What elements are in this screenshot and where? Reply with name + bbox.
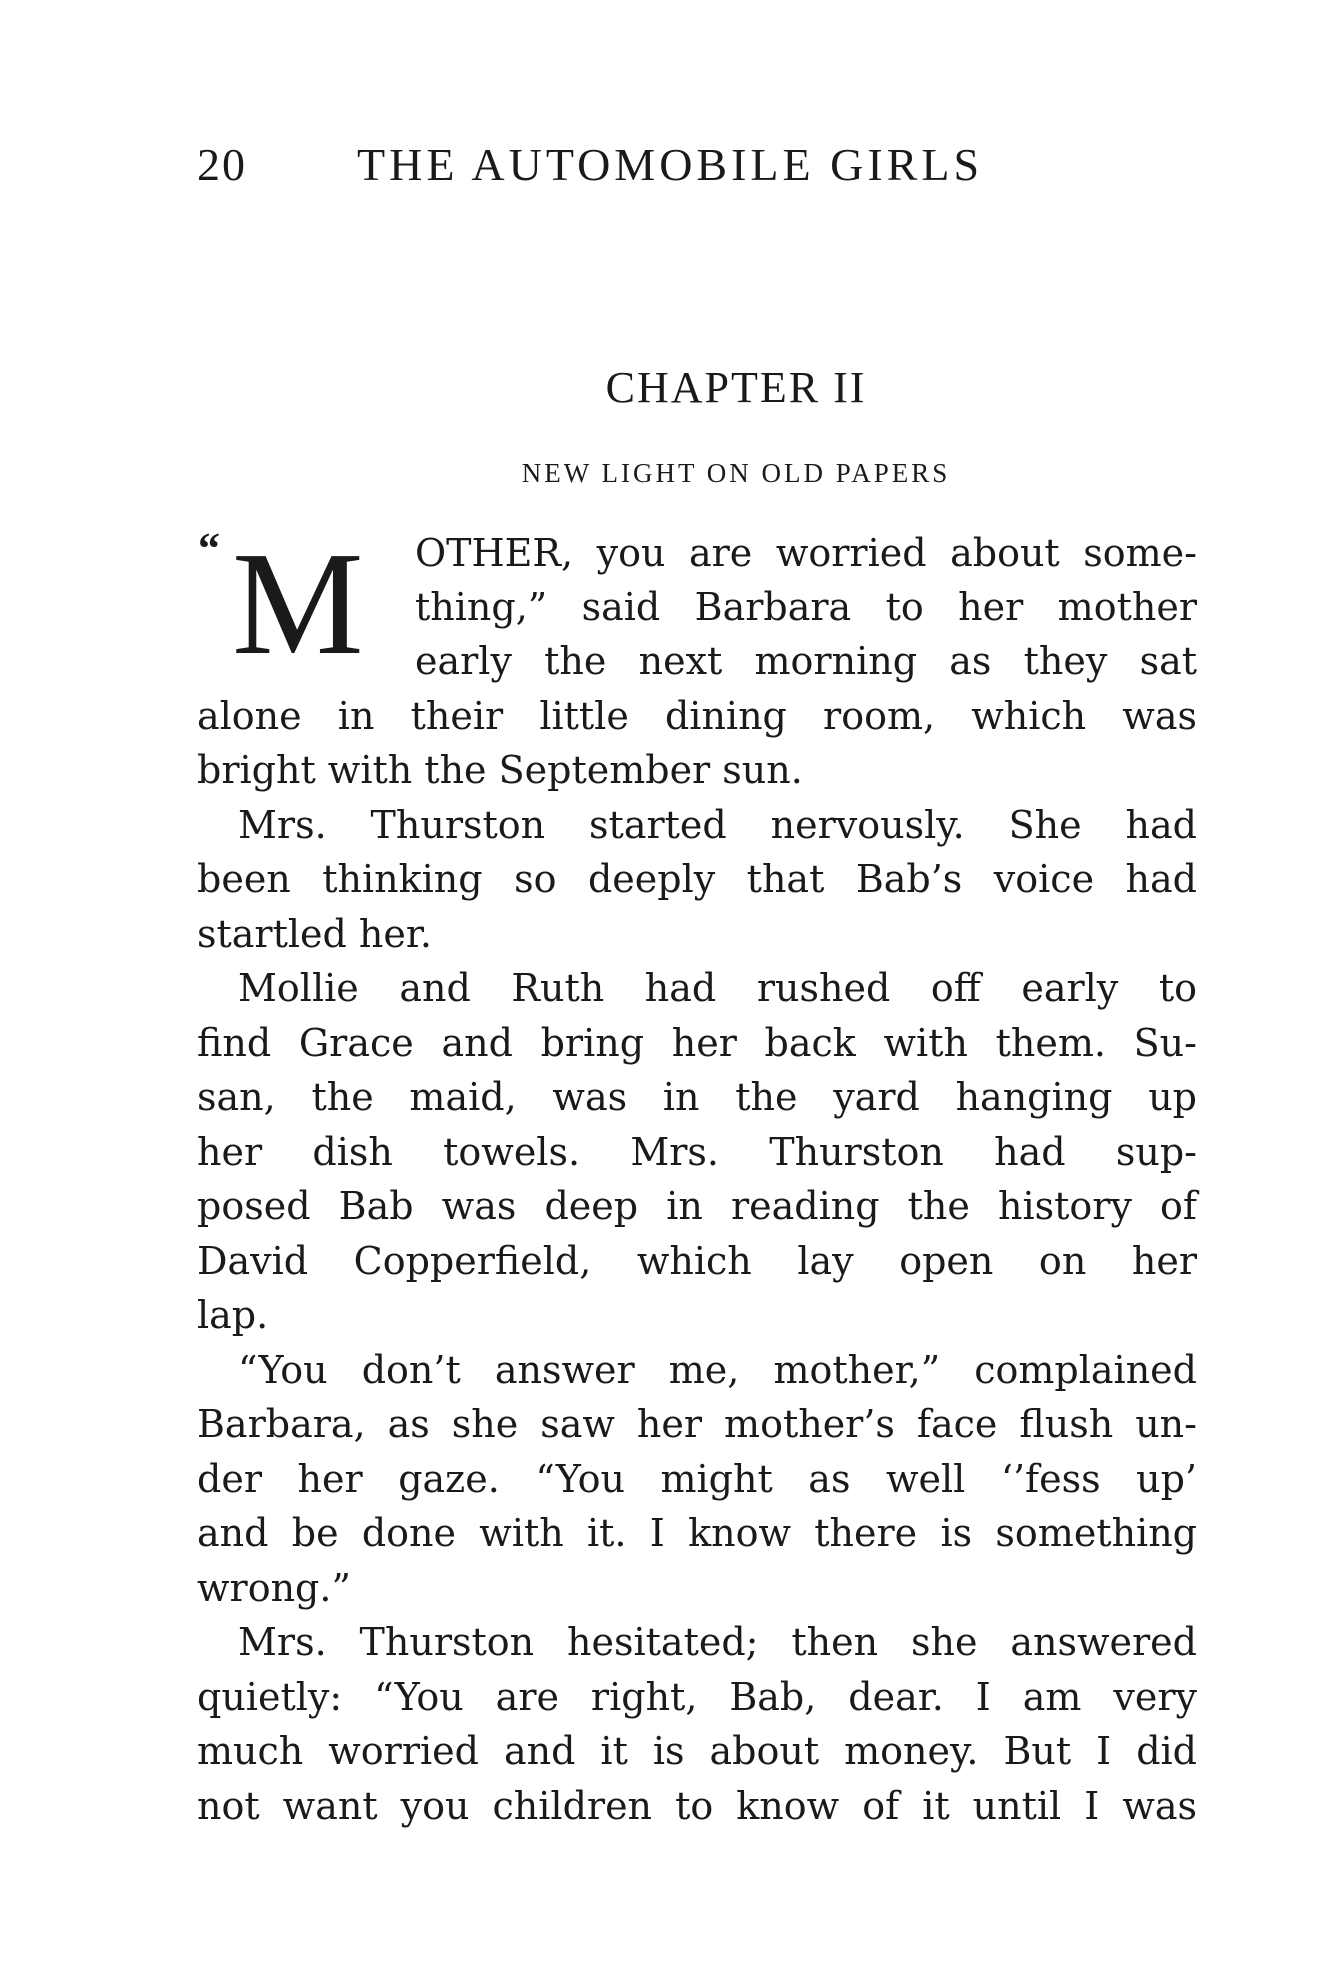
text-line: san, the maid, was in the yard hanging up: [197, 1075, 1197, 1119]
text-line: wrong.”: [197, 1566, 351, 1610]
dropcap-open-quote: “: [198, 524, 220, 573]
text-line: been thinking so deeply that Bab’s voice had: [197, 857, 1197, 901]
text-line: Mrs. Thurston started nervously. She had: [238, 803, 1197, 847]
text-line: “You don’t answer me, mother,” complained: [238, 1348, 1197, 1392]
running-head: [197, 138, 1047, 198]
chapter-subtitle: NEW LIGHT ON OLD PAPERS: [521, 458, 951, 488]
chapter-heading: CHAPTER II: [605, 363, 867, 412]
text-line: early the next morning as they sat: [415, 639, 1197, 683]
text-line: thing,” said Barbara to her mother: [415, 585, 1197, 629]
text-line: and be done with it. I know there is something: [197, 1511, 1197, 1555]
text-line: not want you children to know of it until I was: [197, 1784, 1197, 1828]
text-line: David Copperfield, which lay open on her: [197, 1239, 1197, 1283]
book-title: THE AUTOMOBILE GIRLS: [357, 139, 984, 190]
text-line: der her gaze. “You might as well ‘’fess up’: [197, 1457, 1197, 1501]
text-line: her dish towels. Mrs. Thurston had sup-: [197, 1130, 1197, 1174]
text-line: posed Bab was deep in reading the history of: [197, 1184, 1197, 1228]
text-line: startled her.: [197, 912, 432, 956]
text-line: much worried and it is about money. But I did: [197, 1729, 1197, 1773]
text-line: lap.: [197, 1293, 269, 1337]
text-line: Mrs. Thurston hesitated; then she answered: [238, 1620, 1197, 1664]
dropcap-letter: M: [232, 522, 364, 686]
text-line: bright with the September sun.: [197, 748, 803, 792]
text-line: alone in their little dining room, which was: [197, 694, 1197, 738]
text-line: Barbara, as she saw her mother’s face flush un-: [197, 1402, 1197, 1446]
text-line: Mollie and Ruth had rushed off early to: [238, 966, 1197, 1010]
text-line: OTHER, you are worried about some-: [415, 531, 1197, 575]
text-line: find Grace and bring her back with them. Su-: [197, 1021, 1197, 1065]
page-number: 20: [197, 139, 247, 190]
text-line: quietly: “You are right, Bab, dear. I am very: [197, 1675, 1197, 1719]
